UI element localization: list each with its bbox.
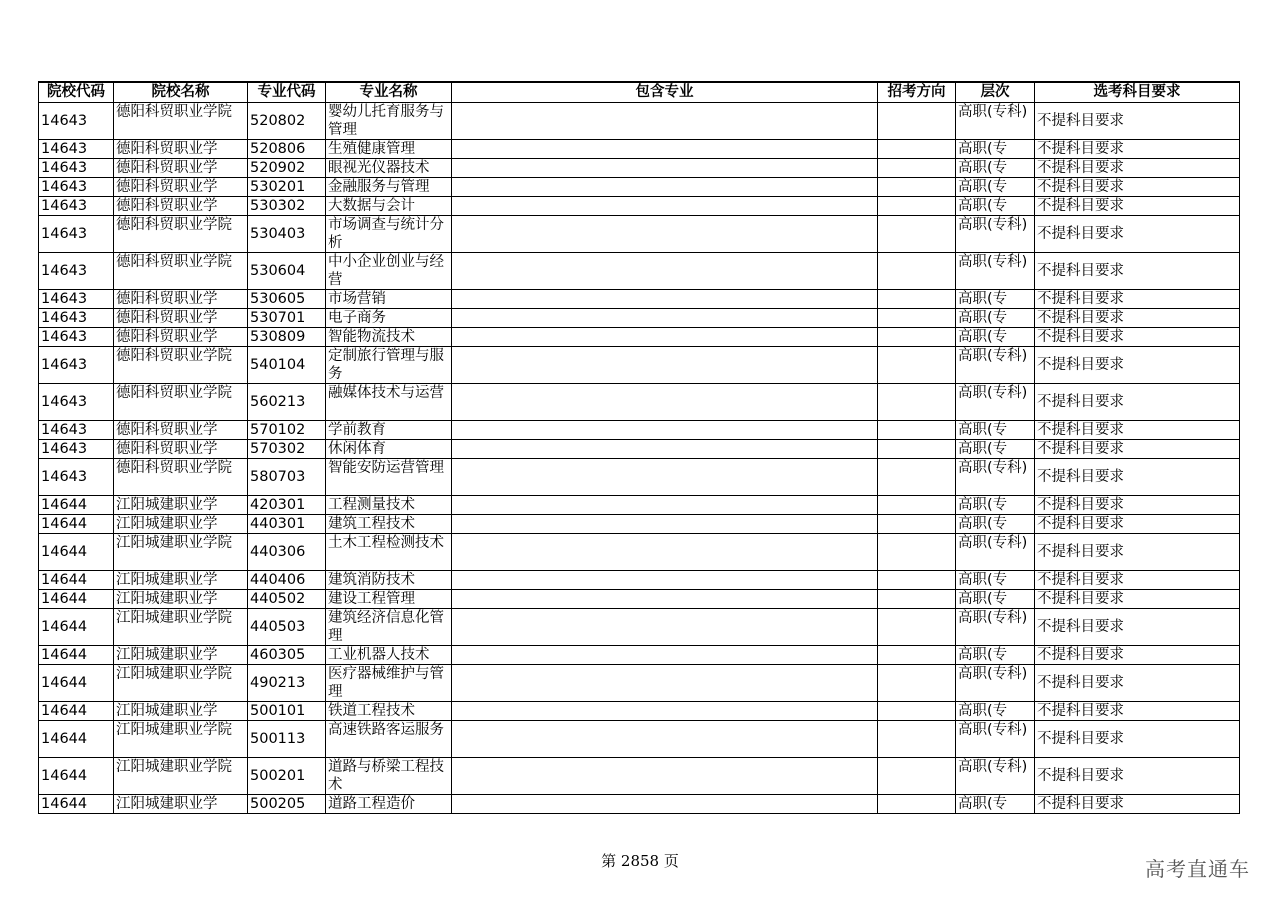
cell-school-code: 14644 [39, 646, 114, 665]
cell-school-name: 德阳科贸职业学院 [114, 347, 248, 384]
cell-school-name: 德阳科贸职业学 [114, 140, 248, 159]
cell-subject-requirement: 不提科目要求 [1035, 328, 1240, 347]
cell-level: 高职(专科) [956, 534, 1035, 571]
header-level: 层次 [956, 82, 1035, 103]
cell-included-majors [452, 178, 878, 197]
cell-level: 高职(专 [956, 328, 1035, 347]
cell-included-majors [452, 140, 878, 159]
cell-direction [878, 384, 956, 421]
cell-subject-requirement: 不提科目要求 [1035, 253, 1240, 290]
cell-school-code: 14643 [39, 384, 114, 421]
cell-subject-requirement: 不提科目要求 [1035, 795, 1240, 814]
table-row [39, 103, 1240, 140]
cell-direction [878, 290, 956, 309]
cell-level: 高职(专 [956, 515, 1035, 534]
cell-direction [878, 590, 956, 609]
cell-included-majors [452, 571, 878, 590]
table-body [39, 103, 1240, 814]
cell-level: 高职(专科) [956, 665, 1035, 702]
cell-major-code: 530605 [248, 290, 326, 309]
cell-subject-requirement: 不提科目要求 [1035, 515, 1240, 534]
cell-direction [878, 178, 956, 197]
cell-direction [878, 309, 956, 328]
table-row [39, 309, 1240, 328]
table-row [39, 496, 1240, 515]
cell-school-code: 14643 [39, 159, 114, 178]
cell-subject-requirement: 不提科目要求 [1035, 384, 1240, 421]
cell-level: 高职(专科) [956, 758, 1035, 795]
cell-school-code: 14644 [39, 665, 114, 702]
cell-level: 高职(专 [956, 421, 1035, 440]
cell-subject-requirement: 不提科目要求 [1035, 534, 1240, 571]
cell-major-name: 中小企业创业与经营 [326, 253, 452, 290]
cell-major-name: 大数据与会计 [326, 197, 452, 216]
cell-major-name: 建筑经济信息化管理 [326, 609, 452, 646]
cell-included-majors [452, 702, 878, 721]
cell-major-code: 540104 [248, 347, 326, 384]
cell-major-name: 智能物流技术 [326, 328, 452, 347]
cell-major-code: 460305 [248, 646, 326, 665]
cell-major-code: 440406 [248, 571, 326, 590]
cell-level: 高职(专 [956, 309, 1035, 328]
cell-included-majors [452, 795, 878, 814]
cell-major-name: 市场营销 [326, 290, 452, 309]
cell-subject-requirement: 不提科目要求 [1035, 665, 1240, 702]
cell-school-code: 14644 [39, 721, 114, 758]
cell-level: 高职(专 [956, 140, 1035, 159]
cell-subject-requirement: 不提科目要求 [1035, 440, 1240, 459]
cell-major-name: 工业机器人技术 [326, 646, 452, 665]
cell-major-code: 500101 [248, 702, 326, 721]
cell-major-name: 智能安防运营管理 [326, 459, 452, 496]
cell-subject-requirement: 不提科目要求 [1035, 721, 1240, 758]
cell-direction [878, 702, 956, 721]
header-subject-requirement: 选考科目要求 [1035, 82, 1240, 103]
table-row [39, 140, 1240, 159]
cell-subject-requirement: 不提科目要求 [1035, 347, 1240, 384]
cell-level: 高职(专 [956, 290, 1035, 309]
cell-school-code: 14643 [39, 440, 114, 459]
cell-direction [878, 609, 956, 646]
cell-subject-requirement: 不提科目要求 [1035, 159, 1240, 178]
cell-direction [878, 459, 956, 496]
table-row [39, 590, 1240, 609]
cell-school-name: 德阳科贸职业学 [114, 178, 248, 197]
cell-major-code: 440301 [248, 515, 326, 534]
cell-major-code: 530302 [248, 197, 326, 216]
cell-subject-requirement: 不提科目要求 [1035, 421, 1240, 440]
page-number: 第 2858 页 [601, 852, 679, 870]
cell-included-majors [452, 590, 878, 609]
cell-major-code: 570102 [248, 421, 326, 440]
cell-school-name: 德阳科贸职业学 [114, 197, 248, 216]
cell-school-name: 江阳城建职业学院 [114, 665, 248, 702]
cell-school-code: 14643 [39, 290, 114, 309]
cell-major-code: 440502 [248, 590, 326, 609]
cell-school-name: 江阳城建职业学 [114, 515, 248, 534]
table-row [39, 665, 1240, 702]
cell-direction [878, 216, 956, 253]
cell-subject-requirement: 不提科目要求 [1035, 609, 1240, 646]
cell-school-name: 江阳城建职业学 [114, 496, 248, 515]
cell-school-code: 14644 [39, 609, 114, 646]
cell-included-majors [452, 758, 878, 795]
table-row [39, 646, 1240, 665]
cell-major-code: 530403 [248, 216, 326, 253]
header-major-name: 专业名称 [326, 82, 452, 103]
cell-included-majors [452, 347, 878, 384]
cell-included-majors [452, 103, 878, 140]
cell-school-name: 江阳城建职业学 [114, 590, 248, 609]
cell-school-code: 14644 [39, 496, 114, 515]
cell-major-code: 530201 [248, 178, 326, 197]
cell-school-code: 14644 [39, 702, 114, 721]
cell-major-code: 530701 [248, 309, 326, 328]
cell-direction [878, 534, 956, 571]
cell-major-name: 医疗器械维护与管理 [326, 665, 452, 702]
table-row [39, 159, 1240, 178]
cell-direction [878, 515, 956, 534]
cell-subject-requirement: 不提科目要求 [1035, 197, 1240, 216]
cell-major-code: 440503 [248, 609, 326, 646]
cell-major-code: 560213 [248, 384, 326, 421]
table-row [39, 609, 1240, 646]
cell-school-code: 14644 [39, 571, 114, 590]
cell-major-name: 休闲体育 [326, 440, 452, 459]
cell-major-code: 570302 [248, 440, 326, 459]
cell-major-code: 420301 [248, 496, 326, 515]
header-school-name: 院校名称 [114, 82, 248, 103]
header-direction: 招考方向 [878, 82, 956, 103]
header-row [39, 82, 1240, 103]
table-row [39, 795, 1240, 814]
cell-school-code: 14644 [39, 515, 114, 534]
cell-school-code: 14643 [39, 140, 114, 159]
cell-school-code: 14643 [39, 421, 114, 440]
cell-subject-requirement: 不提科目要求 [1035, 309, 1240, 328]
cell-direction [878, 496, 956, 515]
cell-included-majors [452, 216, 878, 253]
cell-school-code: 14643 [39, 347, 114, 384]
cell-school-name: 德阳科贸职业学 [114, 328, 248, 347]
cell-major-code: 520902 [248, 159, 326, 178]
cell-included-majors [452, 421, 878, 440]
cell-subject-requirement: 不提科目要求 [1035, 178, 1240, 197]
cell-major-name: 电子商务 [326, 309, 452, 328]
cell-major-name: 土木工程检测技术 [326, 534, 452, 571]
table-row [39, 328, 1240, 347]
cell-major-name: 建筑工程技术 [326, 515, 452, 534]
cell-school-code: 14643 [39, 216, 114, 253]
cell-major-code: 580703 [248, 459, 326, 496]
cell-subject-requirement: 不提科目要求 [1035, 702, 1240, 721]
cell-level: 高职(专 [956, 496, 1035, 515]
cell-subject-requirement: 不提科目要求 [1035, 290, 1240, 309]
cell-direction [878, 253, 956, 290]
cell-included-majors [452, 309, 878, 328]
cell-included-majors [452, 609, 878, 646]
cell-major-name: 道路工程造价 [326, 795, 452, 814]
cell-school-code: 14643 [39, 459, 114, 496]
cell-included-majors [452, 646, 878, 665]
cell-major-name: 道路与桥梁工程技术 [326, 758, 452, 795]
cell-direction [878, 197, 956, 216]
table-row [39, 702, 1240, 721]
cell-major-name: 高速铁路客运服务 [326, 721, 452, 758]
table-row [39, 253, 1240, 290]
cell-direction [878, 646, 956, 665]
cell-included-majors [452, 459, 878, 496]
table-row [39, 197, 1240, 216]
cell-subject-requirement: 不提科目要求 [1035, 103, 1240, 140]
cell-school-name: 德阳科贸职业学院 [114, 216, 248, 253]
cell-subject-requirement: 不提科目要求 [1035, 571, 1240, 590]
cell-school-name: 德阳科贸职业学院 [114, 253, 248, 290]
cell-school-code: 14643 [39, 178, 114, 197]
cell-major-name: 婴幼儿托育服务与管理 [326, 103, 452, 140]
cell-school-name: 江阳城建职业学 [114, 795, 248, 814]
cell-school-code: 14644 [39, 534, 114, 571]
cell-direction [878, 758, 956, 795]
cell-level: 高职(专科) [956, 721, 1035, 758]
cell-level: 高职(专 [956, 197, 1035, 216]
cell-level: 高职(专科) [956, 253, 1035, 290]
cell-major-code: 500201 [248, 758, 326, 795]
cell-direction [878, 571, 956, 590]
header-school-code: 院校代码 [39, 82, 114, 103]
cell-level: 高职(专科) [956, 459, 1035, 496]
cell-included-majors [452, 440, 878, 459]
cell-school-name: 德阳科贸职业学 [114, 440, 248, 459]
cell-direction [878, 721, 956, 758]
cell-direction [878, 421, 956, 440]
cell-major-name: 眼视光仪器技术 [326, 159, 452, 178]
cell-school-name: 江阳城建职业学院 [114, 609, 248, 646]
cell-major-name: 生殖健康管理 [326, 140, 452, 159]
cell-included-majors [452, 515, 878, 534]
cell-subject-requirement: 不提科目要求 [1035, 140, 1240, 159]
cell-school-name: 江阳城建职业学 [114, 646, 248, 665]
cell-school-name: 江阳城建职业学 [114, 702, 248, 721]
cell-school-code: 14644 [39, 590, 114, 609]
table-row [39, 421, 1240, 440]
table-row [39, 290, 1240, 309]
cell-major-name: 建筑消防技术 [326, 571, 452, 590]
header-major-code: 专业代码 [248, 82, 326, 103]
cell-school-name: 德阳科贸职业学 [114, 290, 248, 309]
cell-school-code: 14643 [39, 197, 114, 216]
cell-level: 高职(专 [956, 590, 1035, 609]
cell-level: 高职(专 [956, 795, 1035, 814]
cell-school-name: 江阳城建职业学院 [114, 721, 248, 758]
cell-direction [878, 347, 956, 384]
cell-school-name: 德阳科贸职业学 [114, 159, 248, 178]
table-row [39, 721, 1240, 758]
cell-level: 高职(专科) [956, 347, 1035, 384]
cell-level: 高职(专科) [956, 609, 1035, 646]
cell-direction [878, 328, 956, 347]
cell-level: 高职(专 [956, 571, 1035, 590]
cell-subject-requirement: 不提科目要求 [1035, 590, 1240, 609]
cell-direction [878, 140, 956, 159]
cell-major-code: 500205 [248, 795, 326, 814]
cell-included-majors [452, 328, 878, 347]
cell-school-code: 14644 [39, 758, 114, 795]
cell-school-code: 14643 [39, 103, 114, 140]
cell-level: 高职(专 [956, 702, 1035, 721]
table-row [39, 459, 1240, 496]
table-row [39, 216, 1240, 253]
cell-school-name: 德阳科贸职业学 [114, 421, 248, 440]
cell-subject-requirement: 不提科目要求 [1035, 496, 1240, 515]
cell-major-code: 530809 [248, 328, 326, 347]
cell-major-name: 工程测量技术 [326, 496, 452, 515]
cell-direction [878, 159, 956, 178]
cell-major-code: 500113 [248, 721, 326, 758]
cell-school-name: 德阳科贸职业学院 [114, 459, 248, 496]
cell-included-majors [452, 384, 878, 421]
cell-major-name: 铁道工程技术 [326, 702, 452, 721]
cell-level: 高职(专科) [956, 384, 1035, 421]
cell-included-majors [452, 496, 878, 515]
cell-major-name: 学前教育 [326, 421, 452, 440]
table-row [39, 384, 1240, 421]
watermark: 高考直通车 [1145, 857, 1250, 881]
cell-included-majors [452, 290, 878, 309]
admissions-table [38, 81, 1240, 814]
cell-school-name: 江阳城建职业学 [114, 571, 248, 590]
table-row [39, 571, 1240, 590]
cell-included-majors [452, 197, 878, 216]
cell-subject-requirement: 不提科目要求 [1035, 459, 1240, 496]
table-row [39, 440, 1240, 459]
cell-level: 高职(专 [956, 646, 1035, 665]
cell-included-majors [452, 534, 878, 571]
cell-school-name: 江阳城建职业学院 [114, 534, 248, 571]
cell-school-name: 德阳科贸职业学 [114, 309, 248, 328]
cell-direction [878, 440, 956, 459]
table-row [39, 178, 1240, 197]
cell-school-name: 德阳科贸职业学院 [114, 384, 248, 421]
cell-major-code: 530604 [248, 253, 326, 290]
cell-major-code: 440306 [248, 534, 326, 571]
cell-major-name: 建设工程管理 [326, 590, 452, 609]
header-included-majors: 包含专业 [452, 82, 878, 103]
cell-direction [878, 103, 956, 140]
cell-school-name: 德阳科贸职业学院 [114, 103, 248, 140]
cell-level: 高职(专科) [956, 103, 1035, 140]
cell-major-code: 490213 [248, 665, 326, 702]
cell-major-name: 融媒体技术与运营 [326, 384, 452, 421]
cell-school-name: 江阳城建职业学院 [114, 758, 248, 795]
cell-included-majors [452, 159, 878, 178]
cell-level: 高职(专 [956, 159, 1035, 178]
table-row [39, 758, 1240, 795]
cell-school-code: 14643 [39, 309, 114, 328]
cell-included-majors [452, 665, 878, 702]
cell-major-name: 金融服务与管理 [326, 178, 452, 197]
table-row [39, 347, 1240, 384]
cell-included-majors [452, 253, 878, 290]
cell-major-code: 520806 [248, 140, 326, 159]
cell-direction [878, 665, 956, 702]
cell-level: 高职(专科) [956, 216, 1035, 253]
cell-major-name: 定制旅行管理与服务 [326, 347, 452, 384]
cell-level: 高职(专 [956, 440, 1035, 459]
cell-school-code: 14643 [39, 328, 114, 347]
cell-subject-requirement: 不提科目要求 [1035, 758, 1240, 795]
cell-subject-requirement: 不提科目要求 [1035, 216, 1240, 253]
cell-level: 高职(专 [956, 178, 1035, 197]
table-row [39, 515, 1240, 534]
cell-school-code: 14643 [39, 253, 114, 290]
cell-subject-requirement: 不提科目要求 [1035, 646, 1240, 665]
table-row [39, 534, 1240, 571]
cell-included-majors [452, 721, 878, 758]
cell-school-code: 14644 [39, 795, 114, 814]
cell-direction [878, 795, 956, 814]
cell-major-code: 520802 [248, 103, 326, 140]
cell-major-name: 市场调查与统计分析 [326, 216, 452, 253]
